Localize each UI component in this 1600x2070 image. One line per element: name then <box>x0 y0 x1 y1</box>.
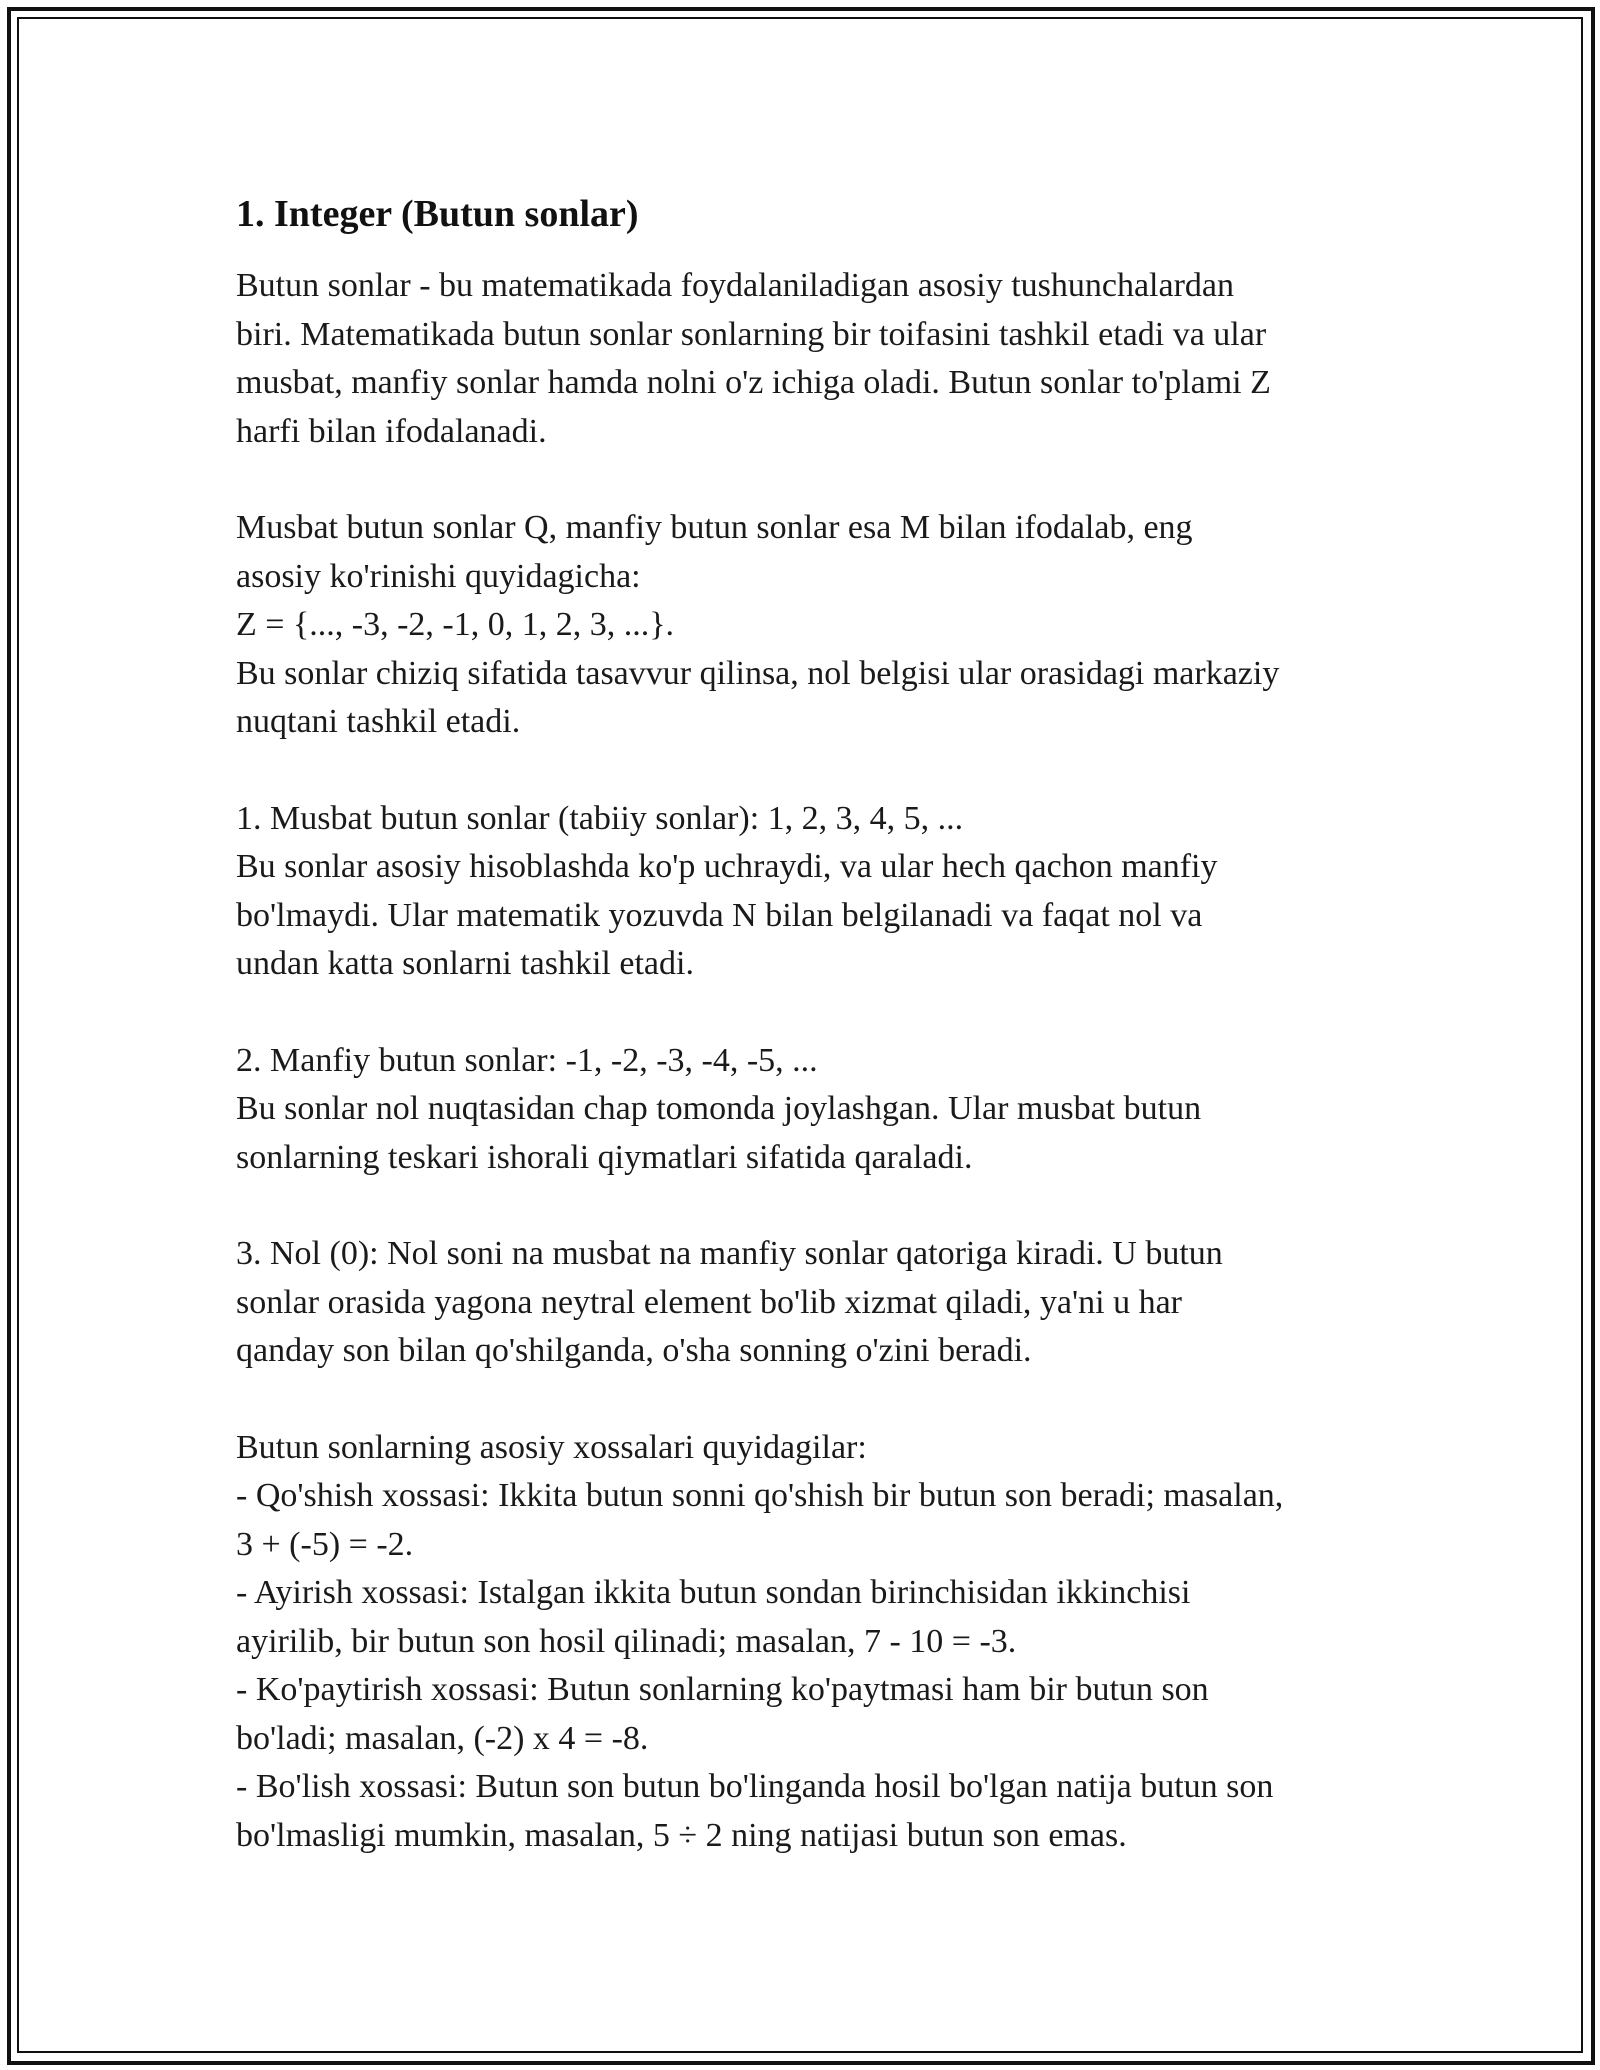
text-line: qanday son bilan qo'shilganda, o'sha sonning o'zini beradi. <box>236 1332 1032 1369</box>
section-heading: 1. Integer (Butun sonlar) <box>236 193 639 235</box>
list-item-heading: 1. Musbat butun sonlar (tabiiy sonlar): 1, 2, 3, 4, 5, ... <box>236 799 964 837</box>
property-item: - Qo'shish xossasi: Ikkita butun sonni qo'shish bir butun son beradi; masalan, <box>236 1477 1284 1514</box>
paragraph-intro <box>236 262 1386 456</box>
property-item: - Bo'lish xossasi: Butun son butun bo'linganda hosil bo'lgan natija butun son <box>236 1768 1274 1805</box>
property-item: - Ko'paytirish xossasi: Butun sonlarning ko'paytmasi ham bir butun son <box>236 1671 1209 1708</box>
text-line: Bu sonlar asosiy hisoblashda ko'p uchraydi, va ular hech qachon manfiy <box>236 848 1218 885</box>
paragraph-zero <box>236 1230 1386 1376</box>
text-line: sonlarning teskari ishorali qiymatlari sifatida qaraladi. <box>236 1138 973 1176</box>
text-line: sonlar orasida yagona neytral element bo'lib xizmat qiladi, ya'ni u har <box>236 1283 1183 1321</box>
text-line: Bu sonlar chiziq sifatida tasavvur qilinsa, nol belgisi ular orasidagi markaziy <box>236 654 1280 692</box>
text-line: asosiy ko'rinishi quyidagicha: <box>236 557 641 595</box>
text-line: musbat, manfiy sonlar hamda nolni o'z ichiga oladi. Butun sonlar to'plami Z <box>236 364 1271 401</box>
text-line: bo'ladi; masalan, (-2) x 4 = -8. <box>236 1719 649 1757</box>
paragraph-negative-integers <box>236 1037 1386 1183</box>
text-line: undan katta sonlarni tashkil etadi. <box>236 945 694 982</box>
document-body <box>236 186 1386 1908</box>
list-item-heading: 3. Nol (0): Nol soni na musbat na manfiy sonlar qatoriga kiradi. U butun <box>236 1235 1223 1272</box>
paragraph-properties <box>236 1424 1386 1861</box>
paragraph-notation <box>236 504 1386 747</box>
text-line: Butun sonlar - bu matematikada foydalaniladigan asosiy tushunchalardan <box>236 267 1235 304</box>
text-line: harfi bilan ifodalanadi. <box>236 412 547 450</box>
text-line: biri. Matematikada butun sonlar sonlarning bir toifasini tashkil etadi va ular <box>236 315 1267 353</box>
list-item-heading: 2. Manfiy butun sonlar: -1, -2, -3, -4, -5, ... <box>236 1041 818 1079</box>
text-line: bo'lmasligi mumkin, masalan, 5 ÷ 2 ning natijasi butun son emas. <box>236 1816 1127 1854</box>
paragraph-positive-integers <box>236 795 1386 989</box>
set-formula: Z = {..., -3, -2, -1, 0, 1, 2, 3, ...}. <box>236 606 675 643</box>
text-line: nuqtani tashkil etadi. <box>236 703 521 740</box>
text-line: Musbat butun sonlar Q, manfiy butun sonlar esa M bilan ifodalab, eng <box>236 509 1193 546</box>
text-line: 3 + (-5) = -2. <box>236 1525 414 1563</box>
property-item: - Ayirish xossasi: Istalgan ikkita butun sondan birinchisidan ikkinchisi <box>236 1574 1191 1611</box>
text-line: Bu sonlar nol nuqtasidan chap tomonda joylashgan. Ular musbat butun <box>236 1090 1202 1127</box>
text-line: Butun sonlarning asosiy xossalari quyidagilar: <box>236 1428 867 1466</box>
text-line: ayirilib, bir butun son hosil qilinadi; masalan, 7 - 10 = -3. <box>236 1622 1017 1660</box>
text-line: bo'lmaydi. Ular matematik yozuvda N bilan belgilanadi va faqat nol va <box>236 896 1203 934</box>
